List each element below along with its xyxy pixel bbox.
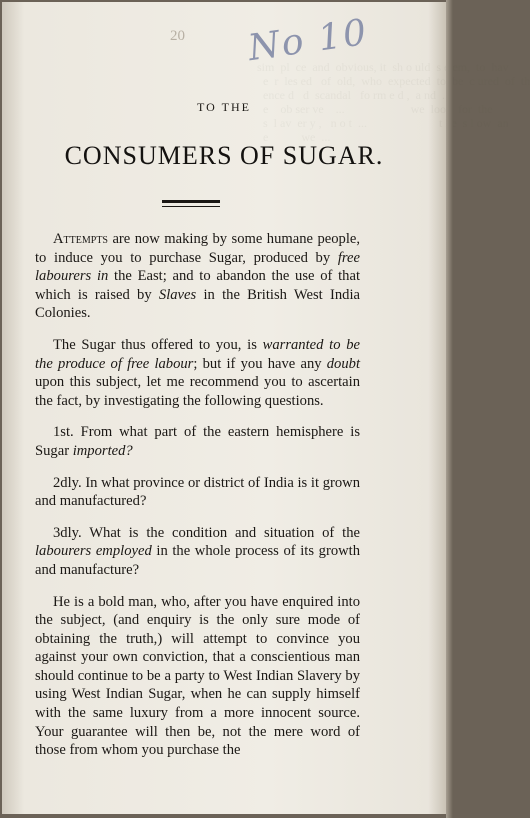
italic-text: imported?	[72, 442, 133, 459]
book-edge	[446, 0, 453, 818]
text-run: in the whole process of its growth and manufacture?	[35, 543, 361, 578]
text-run: ; but if you have any	[193, 355, 327, 372]
text-run: the East; and to abandon the use of that which is raised by	[35, 268, 361, 303]
body-text	[35, 230, 360, 773]
text-run: in the British West India Colonies.	[35, 286, 360, 322]
paragraph	[35, 230, 360, 323]
italic-text: labourers employed	[35, 543, 152, 560]
heading-to-the: TO THE	[197, 100, 251, 114]
italic-text: doubt	[326, 355, 360, 372]
text-run: 1st. From what part of the eastern hemisphere is Sugar	[35, 424, 360, 459]
text-run: The Sugar thus offered to you, is	[53, 336, 263, 353]
text-run: 3dly. What is the condition and situation of the	[53, 524, 360, 541]
show-through-text: sim pl ce and obvious, it sh o uld s em, to hav e r les ed of old, who expected to be c ured of th ence d d scandal fo rm e d , a nd e ob ser ve ... we look for the s l av er y , n o t ... t s l ow an e we ...	[257, 60, 530, 144]
text-run: He is a bold man, who, after you have enquired into the subject, (and enquiry is the only sure mode of obtaining the truth,) will attempt to convince you against your own conviction, that a conscientious man should continue to be a party to West Indian Slavery by using West Indian Sugar, when he can supply himself with the same luxury from a more innocent source. Your guarantee will then be, not the mere word of those from whom you purchase the	[35, 593, 360, 759]
paragraph	[35, 524, 360, 580]
italic-text: warranted to be the produce of free labour	[35, 336, 360, 372]
title-rule-thin	[162, 206, 220, 207]
paragraph	[35, 593, 360, 760]
italic-text: free labourers in	[35, 249, 360, 285]
page-number: 20	[170, 28, 185, 44]
lead-word: Attempts	[53, 231, 108, 247]
title-rule-thick	[162, 200, 220, 203]
text-run: upon this subject, let me recommend you to ascertain the fact, by investigating the following questions.	[35, 374, 360, 409]
page-title: CONSUMERS OF SUGAR.	[64, 141, 384, 170]
book-page	[2, 2, 530, 814]
paragraph	[35, 336, 360, 410]
handwritten-note: No 10	[245, 11, 371, 70]
text-run: are now making by some humane people, to induce you to purchase Sugar, produced by	[35, 231, 360, 266]
paragraph	[35, 423, 360, 460]
paragraph	[35, 474, 360, 511]
text-run: 2dly. In what province or district of India is it grown and manufactured?	[35, 474, 360, 510]
italic-text: Slaves	[158, 286, 197, 303]
